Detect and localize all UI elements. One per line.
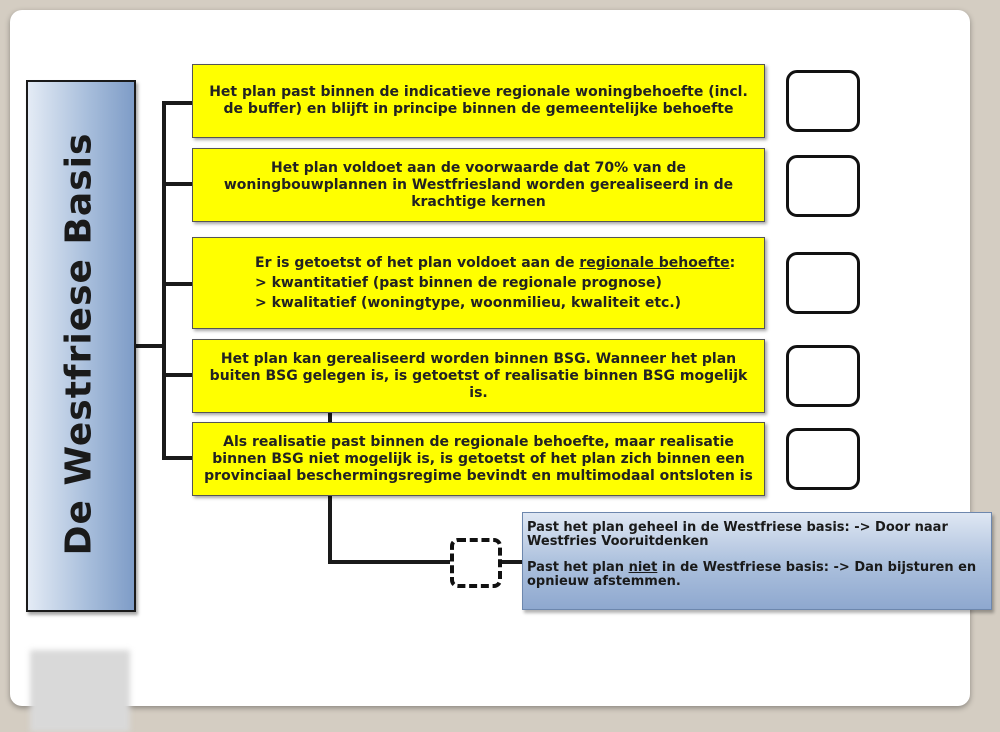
result-box bbox=[522, 512, 992, 610]
checkbox-4[interactable] bbox=[786, 345, 860, 407]
criterion-3-prefix: Er is getoetst of het plan voldoet aan de bbox=[255, 255, 580, 271]
criterion-3-line-2: > kwantitatief (past binnen de regionale prognose) bbox=[255, 275, 662, 291]
criterion-box-1 bbox=[192, 64, 765, 138]
diagram-title: De Westfriese Basis bbox=[58, 132, 100, 556]
checkbox-2[interactable] bbox=[786, 155, 860, 217]
criterion-box-3 bbox=[192, 237, 765, 329]
criterion-3-line-3: > kwalitatief (woningtype, woonmilieu, kwaliteit etc.) bbox=[255, 295, 682, 311]
criterion-box-5 bbox=[192, 422, 765, 496]
checkbox-1[interactable] bbox=[786, 70, 860, 132]
criterion-text-1: Het plan past binnen de indicatieve regionale woningbehoefte (incl. de buffer) en blijft in principe binnen de gemeentelijke behoefte bbox=[209, 84, 748, 117]
connector-branch-3 bbox=[162, 282, 192, 286]
connector-trunk bbox=[162, 101, 166, 460]
connector-branch-1 bbox=[162, 101, 192, 105]
criterion-3-line-1 bbox=[255, 253, 735, 273]
connector-to-decision bbox=[328, 560, 452, 564]
criterion-box-4 bbox=[192, 339, 765, 413]
criterion-3-underlined: regionale behoefte bbox=[579, 255, 730, 271]
result-negative-suffix: in de Westfriese basis: -> Dan bijsturen en opnieuw afstemmen. bbox=[527, 560, 977, 589]
checkbox-3[interactable] bbox=[786, 252, 860, 314]
criterion-text-4: Het plan kan gerealiseerd worden binnen BSG. Wanneer het plan buiten BSG gelegen is, is getoetst of realisatie binnen BSG mogelijk is. bbox=[209, 350, 748, 401]
decorative-shadow bbox=[30, 650, 130, 732]
result-negative-underlined: niet bbox=[628, 560, 658, 575]
connector-branch-2 bbox=[162, 182, 192, 186]
criterion-box-2 bbox=[192, 148, 765, 222]
result-negative-prefix: Past het plan bbox=[527, 560, 629, 575]
result-positive: Past het plan geheel in de Westfriese basis: -> Door naar Westfries Vooruitdenken bbox=[527, 520, 948, 549]
checkbox-5[interactable] bbox=[786, 428, 860, 490]
connector-branch-5 bbox=[162, 456, 192, 460]
connector-to-result bbox=[500, 560, 524, 564]
criterion-text-5: Als realisatie past binnen de regionale behoefte, maar realisatie binnen BSG niet mogelijk is, is getoetst of het plan zich binnen een provinciaal beschermingsregime bevindt en multimodaal ontsloten is bbox=[204, 433, 753, 484]
result-negative bbox=[527, 561, 985, 589]
criterion-text-2: Het plan voldoet aan de voorwaarde dat 70% van de woningbouwplannen in Westfriesland worden gerealiseerd in de krachtige kernen bbox=[223, 159, 734, 210]
connector-branch-4 bbox=[162, 373, 192, 377]
criterion-3-suffix: : bbox=[729, 255, 736, 271]
decision-checkbox[interactable] bbox=[450, 538, 502, 588]
